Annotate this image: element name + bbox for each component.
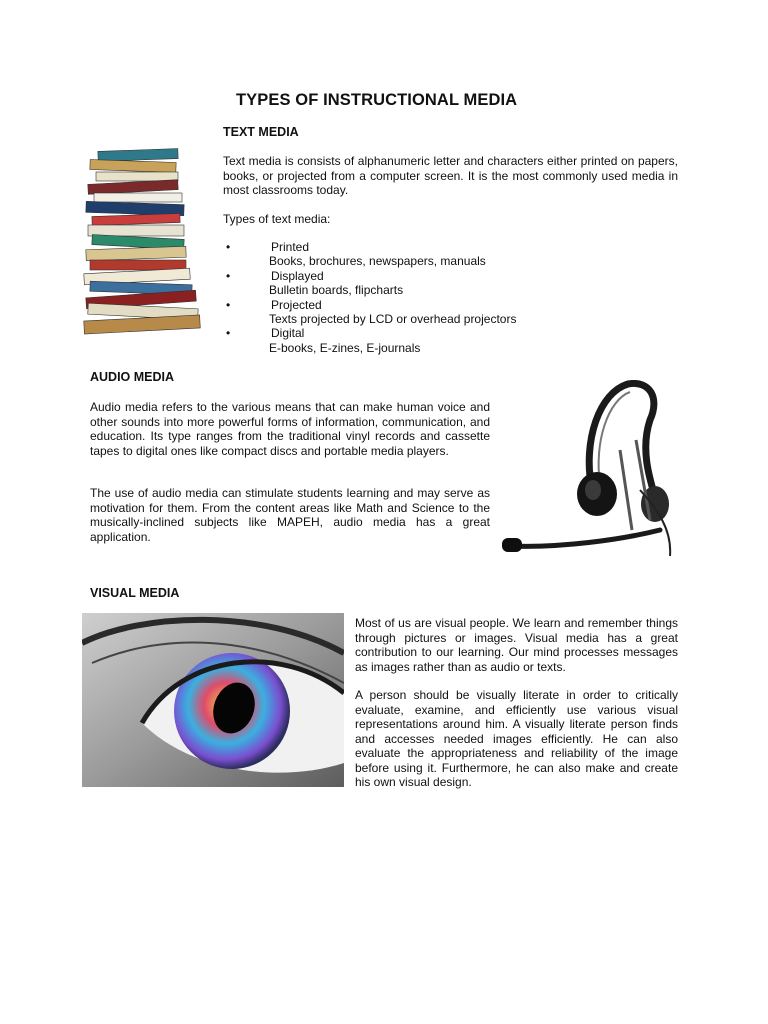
audio-media-paragraph-1: Audio media refers to the various means that can make human voice and other sounds into more powerful forms of information, communication, and education. Its type ranges from the traditional vinyl records and cassette tapes to digital ones like compact discs and portable media players. [90,400,490,458]
visual-media-paragraph-2: A person should be visually literate in order to critically evaluate, examine, and efficiently use various visual representations around him. A visually literate person finds and accesses needed images efficiently. He can also evaluate the appropriateness and reliability of the image before using it. Furthermore, he can also make and create his own visual design. [355,688,678,789]
book-stack-image [82,148,208,348]
type-examples: Books, brochures, newspapers, manuals [269,254,486,269]
audio-media-paragraph-2: The use of audio media can stimulate students learning and may serve as motivation for them. From the content areas like Math and Science to the musically-inclined subjects like MAPEH, audio media has a great application. [90,486,490,544]
text-media-heading: TEXT MEDIA [223,125,299,139]
headset-image [500,380,678,560]
type-examples: Texts projected by LCD or overhead projectors [269,311,517,326]
type-label: Printed [271,240,310,254]
bullet: • [226,240,231,254]
eye-image [82,613,344,787]
bullet: • [226,326,231,341]
visual-media-heading: VISUAL MEDIA [90,586,180,600]
visual-media-paragraph-1: Most of us are visual people. We learn and remember things through pictures or images. Visual media has a great contribution to our learning. Our mind processes messages as images rather than as audio or texts. [355,616,678,674]
type-label: Digital [271,326,305,341]
text-media-types-label: Types of text media: [223,212,331,226]
text-media-paragraph: Text media is consists of alphanumeric letter and characters either printed on papers, books, or projected from a computer screen. It is the most commonly used media in most classrooms today. [223,154,678,197]
bullet: • [226,268,231,283]
audio-media-heading: AUDIO MEDIA [90,370,175,384]
bullet: • [226,297,231,312]
page-title: TYPES OF INSTRUCTIONAL MEDIA [236,91,518,109]
type-examples: Bulletin boards, flipcharts [269,283,404,298]
type-examples: E-books, E-zines, E-journals [269,340,421,355]
type-label: Projected [271,297,322,312]
type-label: Displayed [271,268,324,283]
